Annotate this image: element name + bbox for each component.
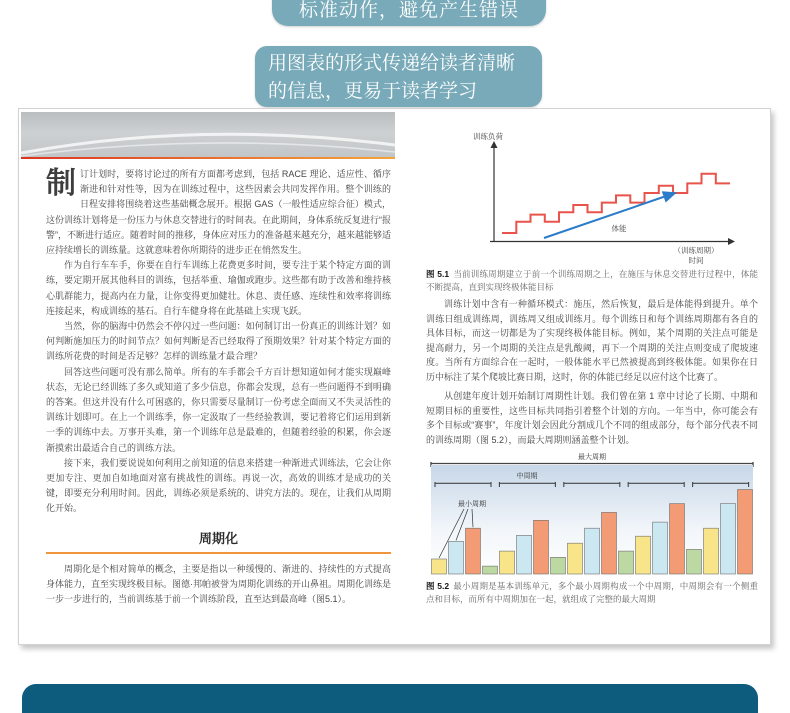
- bar-orange: [670, 504, 685, 574]
- bar-blue: [585, 528, 600, 574]
- paragraph-intro-text: 订计划时，要将讨论过的所有方面都考虑到，包括 RACE 理论、适应性、循序渐进和针对性等，因为在训练过程中，这些因素会共同发挥作用。整个训练的日程安排将围绕着这些基础概念展开。根据 GAS（一般性适应综合征）模式，这份训练计划将是一份压力与休息交替进行的时间表。在此期间，身体系统反复进行“报警”，不断进行适应。随着时间的推移，身体应对压力的准备越来越充分，越来越能够适应持续增长的训练量。这就意味着你所期待的进步正在悄然发生。: [46, 169, 391, 256]
- microcycle-label: 最小周期: [458, 501, 486, 508]
- figure-5-1-caption-label: 图 5.1: [426, 269, 450, 279]
- bar-orange: [602, 512, 617, 574]
- bar-green: [551, 557, 566, 574]
- fitness-trend-arrow: [544, 193, 675, 238]
- paragraph: 接下来，我们要说说如何利用之前知道的信息来搭建一种渐进式训练法，它会让你更加专注、更加自如地面对富有挑战性的训练。再说一次，高效的训练才是成功的关键，即要充分利用时间。因此，训练必须是系统的、讲究方法的。现在，让我们从周期化开始。: [46, 457, 391, 514]
- bar-green: [619, 551, 634, 574]
- figure-5-2-caption: [426, 580, 758, 605]
- annotation-banner-bottom: [22, 684, 758, 713]
- macrocycle-label: 最大周期: [578, 454, 606, 461]
- bar-yellow: [500, 551, 515, 574]
- annotation-banner-top: [272, 0, 546, 26]
- paragraph-intro: [46, 167, 391, 258]
- annotation-callout: [255, 46, 542, 107]
- paragraph: 训练计划中含有一种循环模式：施压，然后恢复，最后是体能得到提升。单个训练日组成训练周，训练周又组成训练月。每个训练日和每个训练周期都有各自的具体目标，而这一切都是为了实现终极体能目标。例如，某个周期的关注点可能是提高耐力，另一个周期的关注点是乳酸阈，再下一个周期的关注点则变成了爬坡速度。当所有方面综合在一起时，一般体能水平已然被提高到终极体能。如果你在日历中标注了某个爬坡比赛日期，这时，你的体能已经足以应付这个比赛了。: [426, 299, 758, 382]
- bar-green: [483, 566, 498, 574]
- bar-blue: [517, 535, 532, 574]
- bar-yellow: [636, 536, 651, 574]
- paragraph: 周期化是个相对简单的概念，主要是指以一种缓慢的、渐进的、持续性的方式提高身体能力，直至实现终极目标。图德·邦帕被誉为周期化训练的开山鼻祖。周期化训练是一步一步进行的，当前训练基于前一个训练阶段，直至达到最高峰（图5.1）。: [46, 563, 391, 605]
- right-column: [426, 109, 758, 609]
- bar-orange: [534, 520, 549, 574]
- figure-5-1-load-chart: [426, 129, 758, 265]
- bar-green: [687, 549, 702, 574]
- section-heading: 周期化: [46, 528, 391, 554]
- annotation-callout-line2: 的信息，更易于读者学习: [268, 81, 478, 102]
- dropcap: 制: [46, 167, 76, 200]
- paragraph: 回答这些问题可没有那么简单。所有的车手都会千方百计想知道如何才能实现巅峰状态，无论已经训练了多久或知道了多少信息，你都会发现，总有一些问题得不到明确的答案。但这并没有什么可困惑的，你只需要尽量制订一份考虑全面而又不失灵活性的训练计划即可。在上一个训练季，你一定汲取了一些经验教训，要记着将它们运用到新一季的训练中去。万事开头难，第一个训练年总是最难的，但随着经验的积累，你会逐渐摸索出最适合自己的训练方法。: [46, 366, 391, 453]
- bar-orange: [738, 490, 753, 575]
- figure-5-1-caption-text: 当前训练周期建立于前一个训练周期之上，在施压与休息交替进行过程中，体能不断提高，直到实现终极体能目标: [426, 269, 758, 292]
- annotation-callout-line1: 用图表的形式传递给读者清晰: [268, 53, 516, 74]
- bar-yellow: [568, 543, 583, 574]
- figure-5-2-caption-label: 图 5.2: [426, 581, 450, 591]
- bar-orange: [466, 528, 481, 574]
- paragraph: 当然，你的脑海中仍然会不停闪过一些问题：如何制订出一份真正的训练计划？如何判断施加压力的时间节点？如何判断是否已经取得了预期效果？针对某个特定方面的训练所花费的时间是否足够？怎样的训练量才最合理？: [46, 321, 391, 362]
- paragraph: 作为自行车车手，你要在自行车训练上花费更多时间，要专注于某个特定方面的训练，要定期开展其他科目的训练，包括举重、瑜伽或跑步。这些都有助于改善和维持核心肌群能力，提高内在力量，让你变得更加健壮。休息、责任感、连续性和效率将训练连接起来，构成训练的基石。自行车健身将在此基础上实现飞跃。: [46, 260, 391, 316]
- bar-yellow: [704, 528, 719, 574]
- mesocycle-label: 中周期: [516, 473, 538, 480]
- figure-5-2-cycles-chart: [426, 451, 758, 577]
- book-page: [18, 108, 771, 645]
- x-axis-label-line2: 时间: [688, 256, 704, 265]
- fitness-trend-label: 体能: [611, 224, 627, 233]
- figure-5-1-caption: [426, 268, 758, 293]
- paragraph: 从创建年度计划开始制订周期性计划。我们曾在第 1 章中讨论了长期、中期和短期目标的重要性，这些目标共同指引着整个计划的方向。一年当中，你可能会有多个目标或“赛事”，年度计划会因此分割成几个不同的组成部分，每个部分代表不同的训练周期（图 5.2），而最大周期则涵盖整个计划。: [426, 391, 758, 445]
- bar-blue: [653, 522, 668, 574]
- figure-5-2-caption-text: 最小周期是基本训练单元，多个最小周期构成一个中周期，中周期会有一个侧重点和目标，而所有中周期加在一起，就组成了完整的最大周期: [426, 581, 758, 604]
- y-axis-label: 训练负荷: [473, 132, 503, 141]
- x-axis-label-line1: （训练周期）: [673, 246, 719, 255]
- bar-blue: [449, 541, 464, 574]
- y-axis-arrow: [491, 141, 498, 148]
- x-axis-arrow: [728, 238, 735, 245]
- bar-blue: [721, 504, 736, 574]
- bar-yellow: [432, 559, 447, 574]
- left-column: [46, 109, 391, 607]
- annotation-banner-top-text: 标准动作，避免产生错误: [298, 0, 519, 21]
